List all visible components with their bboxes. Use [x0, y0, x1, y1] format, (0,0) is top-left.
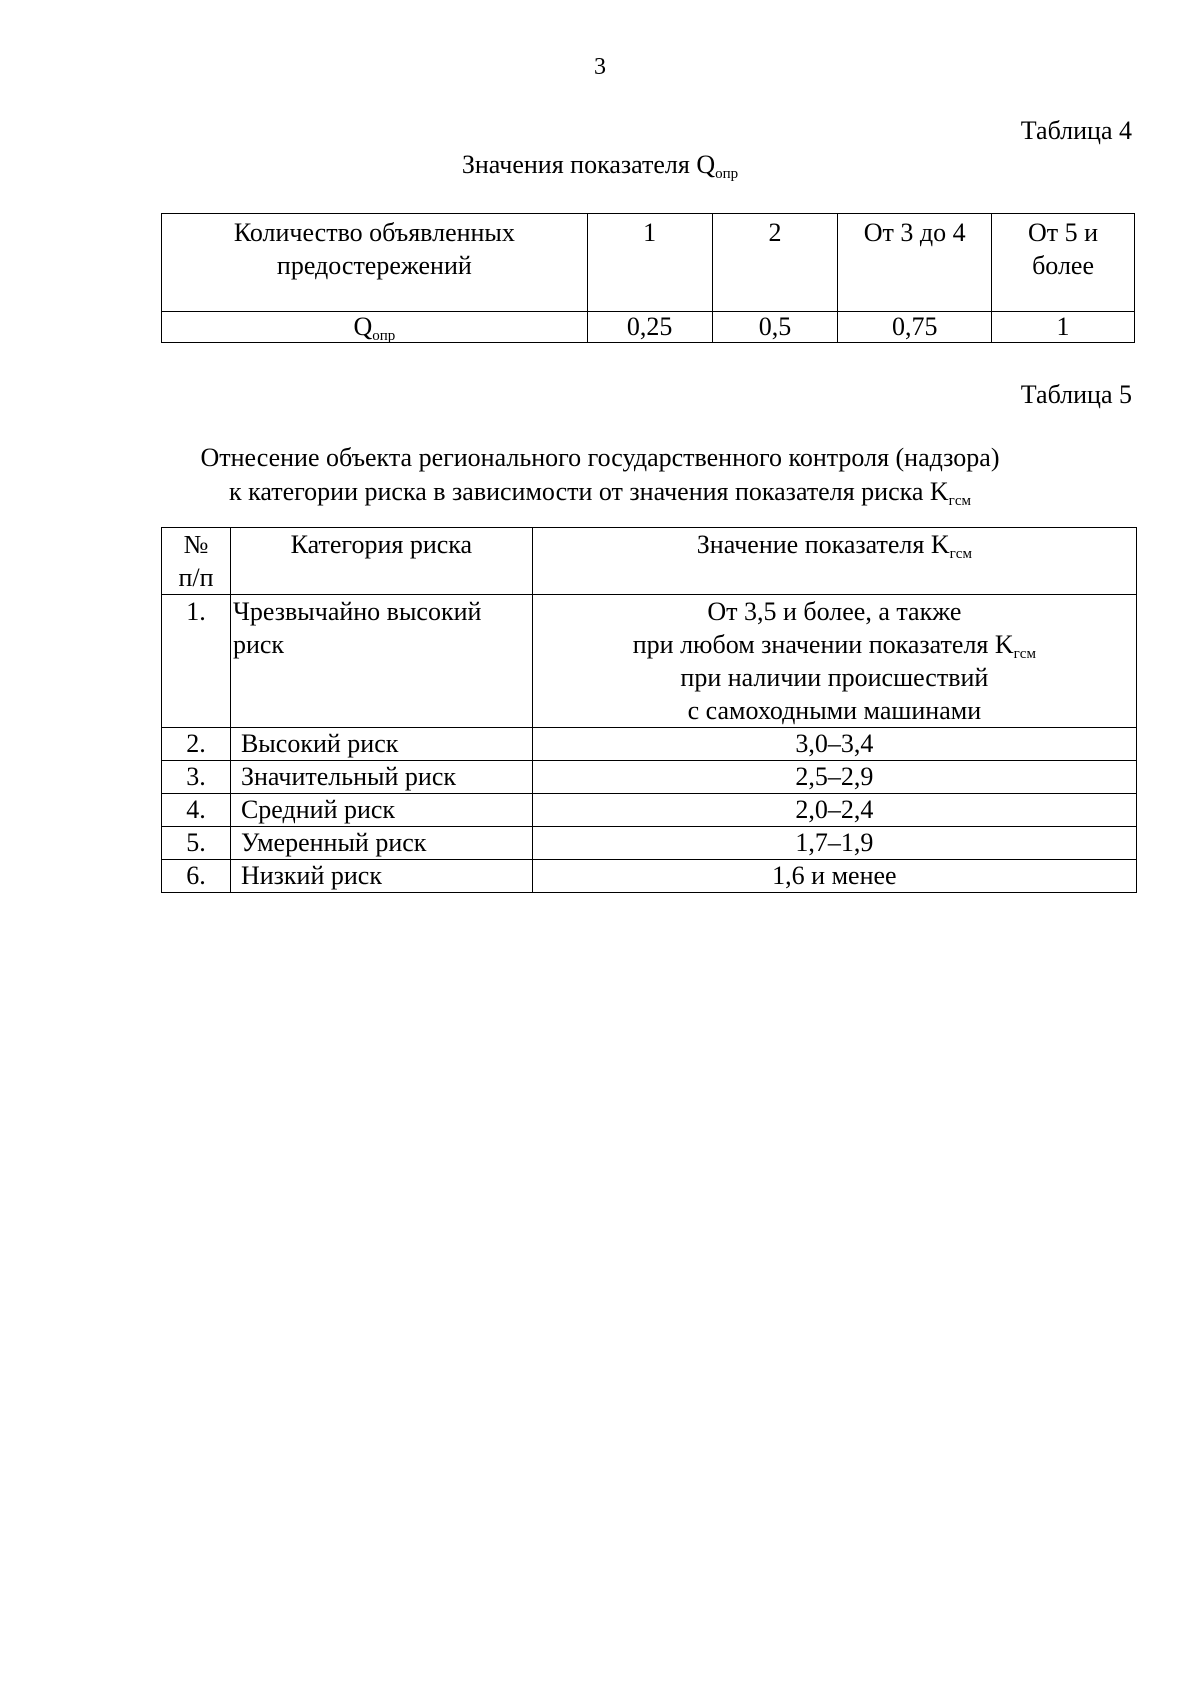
table5-row-category: Чрезвычайно высокий риск	[230, 595, 532, 728]
table-row	[162, 595, 1137, 728]
table4-header-row	[162, 214, 1135, 312]
table4	[161, 213, 1135, 343]
table5-row-category: Средний риск	[230, 794, 532, 827]
table-row	[162, 728, 1137, 761]
page-number: 3	[594, 54, 606, 80]
table5-row-value-line-text: при любом значении показателя K	[632, 630, 1014, 659]
table5-row-value: 1,7–1,9	[532, 827, 1136, 860]
table5	[161, 527, 1137, 893]
table4-value-label	[162, 312, 588, 343]
table5-row-num: 6.	[162, 860, 231, 893]
table4-count-cell: 1	[587, 214, 712, 312]
table4-label: Таблица 4	[1020, 116, 1132, 145]
table5-row-value-line: с самоходными машинами	[687, 696, 982, 725]
table4-title-sub: опр	[715, 166, 739, 182]
table4-count-label-text: Количество объявленных предостережений	[233, 218, 515, 280]
table5-row-num: 5.	[162, 827, 231, 860]
table5-header-row	[162, 528, 1137, 595]
table4-value-cell: 0,75	[838, 312, 992, 343]
table-row	[162, 794, 1137, 827]
table5-title	[0, 441, 1200, 509]
table5-row-value: 2,0–2,4	[532, 794, 1136, 827]
table4-title	[0, 150, 1200, 180]
table5-row-value-line: при наличии происшествий	[680, 663, 989, 692]
table-row	[162, 761, 1137, 794]
table4-value-cell: 0,25	[587, 312, 712, 343]
table5-row-num: 4.	[162, 794, 231, 827]
table5-header-num	[162, 528, 231, 595]
table4-count-cell-text: От 5 и более	[1028, 218, 1099, 280]
table4-count-label	[162, 214, 588, 312]
table5-header-value-sub: гсм	[949, 546, 972, 562]
table5-row-category: Значительный риск	[230, 761, 532, 794]
table5-row-category: Низкий риск	[230, 860, 532, 893]
table-row	[162, 827, 1137, 860]
table5-title-line1: Отнесение объекта регионального государственного контроля (надзора)	[200, 443, 1000, 472]
table5-row-category: Высокий риск	[230, 728, 532, 761]
table5-title-line2	[0, 475, 1200, 509]
table5-row-value-line	[533, 628, 1136, 661]
table5-title-sub: гсм	[948, 493, 971, 509]
table4-count-cell	[992, 214, 1135, 312]
table4-value-cell: 1	[992, 312, 1135, 343]
table5-row-value: 2,5–2,9	[532, 761, 1136, 794]
table5-header-category: Категория риска	[230, 528, 532, 595]
table-row	[162, 860, 1137, 893]
table5-header-num-text: № п/п	[178, 530, 214, 592]
table5-header-value-text: Значение показателя K	[696, 530, 950, 559]
table5-row-value: 3,0–3,4	[532, 728, 1136, 761]
table5-row-num: 3.	[162, 761, 231, 794]
table5-title-line2-text: к категории риска в зависимости от значения показателя риска K	[229, 477, 949, 506]
table4-title-text: Значения показателя Q	[461, 150, 716, 179]
table4-value-cell: 0,5	[712, 312, 838, 343]
table5-header-value	[532, 528, 1136, 595]
table5-row-value-line: От 3,5 и более, а также	[707, 597, 962, 626]
table5-row-value-line-sub: гсм	[1013, 646, 1036, 662]
table4-value-row	[162, 312, 1135, 343]
table5-row-num: 1.	[162, 595, 231, 728]
table5-row-category: Умеренный риск	[230, 827, 532, 860]
table4-value-label-text: Q	[353, 312, 373, 341]
table4-count-cell: 2	[712, 214, 838, 312]
table5-row-num: 2.	[162, 728, 231, 761]
table5-row-value: 1,6 и менее	[532, 860, 1136, 893]
table4-value-label-sub: опр	[372, 328, 396, 344]
table5-label: Таблица 5	[1020, 380, 1132, 409]
table4-count-cell: От 3 до 4	[838, 214, 992, 312]
table5-row-value	[532, 595, 1136, 728]
